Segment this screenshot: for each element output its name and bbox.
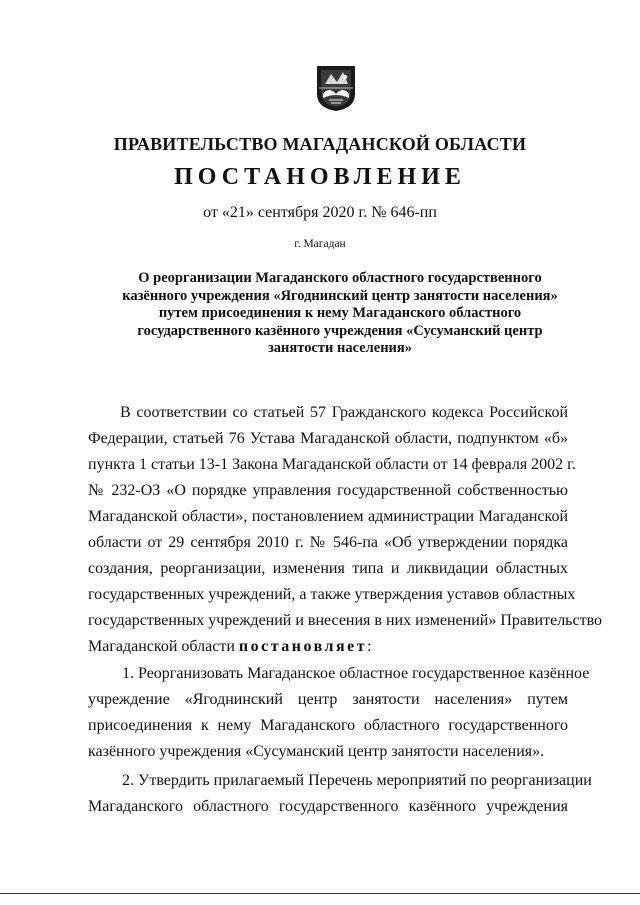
item-1-line: присоединения к нему Магаданского областного государственного <box>88 717 568 734</box>
item-1-line: 1. Реорганизовать Магаданское областное государственное казённое <box>122 665 590 682</box>
subject-line: казённого учреждения «Ягоднинский центр занятости населения» <box>122 287 558 304</box>
preamble-line: В соответствии со статьей 57 Гражданского кодекса Российской <box>120 404 568 421</box>
page-bottom-rule <box>0 893 640 894</box>
item-1-line: казённого учреждения «Сусуманский центр занятости населения». <box>88 743 545 760</box>
government-title: ПРАВИТЕЛЬСТВО МАГАДАНСКОЙ ОБЛАСТИ <box>113 134 527 154</box>
item-2-line: Магаданского областного государственного казённого учреждения <box>88 798 568 815</box>
item-2-line: 2. Утвердить прилагаемый Перечень мероприятий по реорганизации <box>122 772 592 789</box>
preamble-line: создания, реорганизации, изменения типа и ликвидации областных <box>88 560 568 577</box>
preamble-line: пункта 1 статьи 13-1 Закона Магаданской области от 14 февраля 2002 г. <box>88 456 576 473</box>
preamble-prefix: Магаданской области <box>88 638 235 655</box>
subject-line: государственного казённого учреждения «Сусуманский центр <box>137 322 543 339</box>
preamble-last-line <box>88 637 568 657</box>
document-subject <box>100 270 580 358</box>
subject-line: путем присоединения к нему Магаданского областного <box>158 305 522 321</box>
document-date-number: от «21» сентября 2020 г. № 646-пп <box>203 204 437 221</box>
subject-line: О реорганизации Магаданского областного государственного <box>138 270 542 286</box>
preamble-suffix: : <box>367 638 372 655</box>
preamble-line: № 232-ОЗ «О порядке управления государственной собственностью <box>88 482 568 499</box>
coat-of-arms-emblem <box>315 64 357 112</box>
preamble-line: Магаданской области», постановлением администрации Магаданской <box>88 508 568 525</box>
preamble-line: области от 29 сентября 2010 г. № 546-па «Об утверждении порядка <box>88 534 568 551</box>
item-1-line: учреждение «Ягоднинский центр занятости населения» путем <box>88 691 568 708</box>
subject-line: занятости населения» <box>267 340 413 356</box>
preamble-line: государственных учреждений и внесения в них изменений» Правительство <box>88 612 603 629</box>
document-type: ПОСТАНОВЛЕНИЕ <box>174 164 466 190</box>
preamble-line: государственных учреждений, а также утверждения уставов областных <box>88 586 576 603</box>
document-city: г. Магадан <box>294 238 346 250</box>
resolution-verb: постановляет <box>238 638 368 655</box>
preamble-line: Федерации, статьей 76 Устава Магаданской области, подпунктом «б» <box>88 430 568 447</box>
